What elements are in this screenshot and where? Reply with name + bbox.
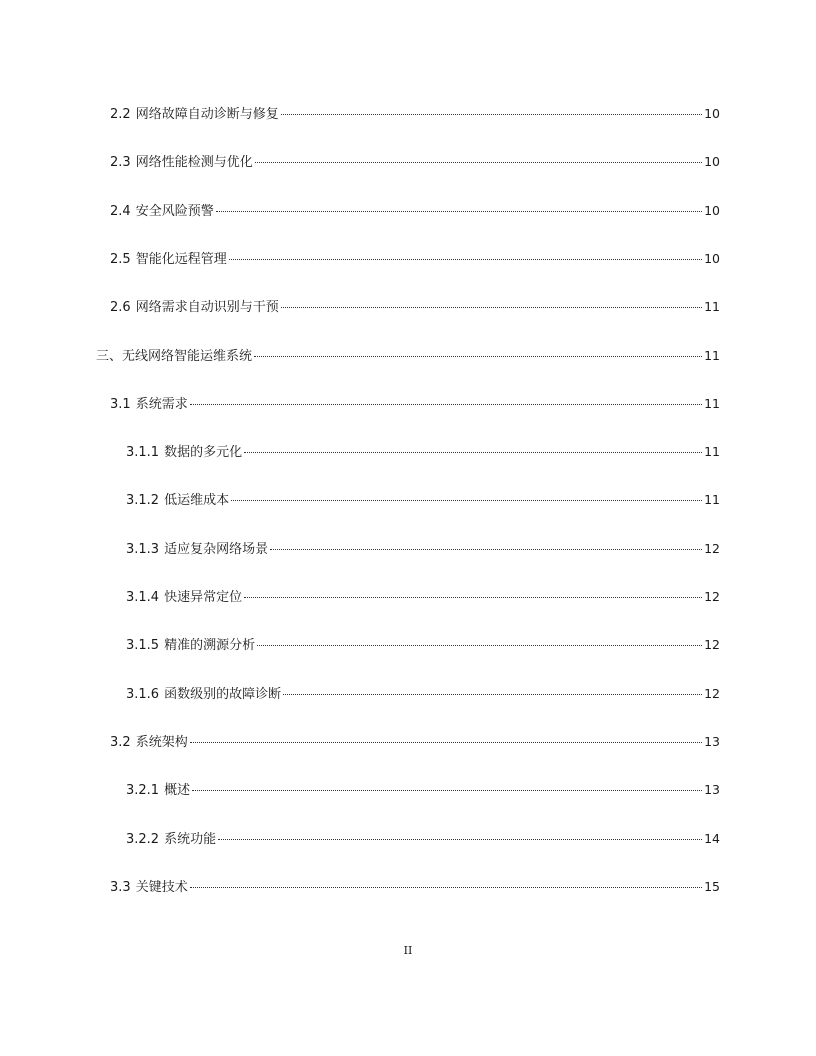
toc-entry-page: 10	[704, 202, 720, 218]
toc-entry-number: 2.6	[110, 300, 131, 316]
toc-entry-number: 2.4	[110, 203, 131, 219]
toc-entry-page: 13	[704, 733, 720, 749]
toc-entry-number: 3.3	[110, 879, 131, 895]
toc-entry-page: 14	[704, 830, 720, 846]
toc-dot-leader	[270, 549, 702, 550]
toc-dot-leader	[216, 211, 702, 212]
toc-entry-number: 2.2	[110, 107, 131, 122]
toc-entry[interactable]	[126, 781, 720, 799]
toc-entry-page: 11	[704, 492, 720, 508]
toc-entry-page: 13	[704, 782, 720, 798]
toc-entry-title: 系统功能	[164, 831, 217, 847]
toc-entry[interactable]	[126, 636, 720, 654]
toc-entry-number: 3.1.1	[126, 445, 160, 461]
toc-entry[interactable]	[126, 588, 720, 606]
toc-dot-leader	[281, 307, 702, 308]
toc-entry[interactable]	[110, 298, 720, 316]
toc-entry-title: 系统需求	[135, 396, 188, 412]
toc-entry-page: 11	[704, 444, 720, 460]
toc-entry-page: 10	[704, 250, 720, 266]
toc-dot-leader	[192, 790, 702, 791]
toc-entry-page: 12	[704, 637, 720, 653]
toc-entry-page: 12	[704, 589, 720, 604]
toc-entry-number: 3.1.5	[126, 638, 160, 654]
toc-entry[interactable]	[110, 153, 720, 171]
toc-entry-page: 11	[704, 347, 720, 363]
toc-dot-leader	[255, 162, 702, 163]
toc-entry-page: 15	[704, 878, 720, 894]
toc-entry-title: 网络性能检测与优化	[135, 155, 253, 171]
toc-entry[interactable]	[110, 250, 720, 268]
toc-entry[interactable]	[110, 395, 720, 413]
toc-entry-title: 关键技术	[135, 879, 188, 895]
toc-entry-title: 数据的多元化	[164, 445, 243, 461]
toc-dot-leader	[190, 742, 702, 743]
toc-dot-leader	[190, 887, 702, 888]
toc-dot-leader	[281, 114, 702, 115]
toc-dot-leader	[231, 500, 702, 501]
toc-dot-leader	[218, 839, 702, 840]
toc-entry[interactable]	[126, 443, 720, 461]
toc-dot-leader	[229, 259, 702, 260]
toc-dot-leader	[190, 404, 702, 405]
toc-entry-title: 网络故障自动诊断与修复	[135, 107, 279, 122]
toc-entry[interactable]	[110, 878, 720, 896]
toc-entry-title: 系统架构	[135, 734, 188, 750]
toc-entry[interactable]	[126, 685, 720, 703]
page-number: II	[403, 944, 413, 957]
toc-entry-page: 10	[704, 106, 720, 121]
toc-dot-leader	[283, 694, 702, 695]
toc-entry-number: 3.1.2	[126, 493, 160, 509]
toc-entry-title: 概述	[164, 783, 191, 799]
toc-entry-page: 10	[704, 154, 720, 170]
toc-entry[interactable]	[110, 105, 720, 123]
toc-entry[interactable]	[110, 202, 720, 220]
toc-entry-number: 2.5	[110, 251, 131, 267]
toc-entry-title: 适应复杂网络场景	[164, 541, 269, 557]
toc-dot-leader	[254, 356, 702, 357]
toc-entry-title: 网络需求自动识别与干预	[135, 300, 279, 316]
toc-entry-title: 快速异常定位	[164, 590, 243, 605]
toc-entry-title: 低运维成本	[164, 493, 230, 509]
toc-entry-number: 3.2.2	[126, 831, 160, 847]
toc-entry-number: 3.2	[110, 734, 131, 750]
toc-entry[interactable]	[126, 540, 720, 558]
toc-dot-leader	[257, 645, 702, 646]
toc-entry-page: 11	[704, 395, 720, 411]
toc-entry-number: 2.3	[110, 155, 131, 171]
toc-entry-number: 三、	[96, 348, 123, 364]
toc-entry-number: 3.1.4	[126, 590, 160, 605]
toc-entry-page: 12	[704, 685, 720, 701]
toc-entry-page: 11	[704, 299, 720, 315]
toc-entry[interactable]	[126, 491, 720, 509]
toc-entry[interactable]	[110, 733, 720, 751]
toc-dot-leader	[244, 597, 702, 598]
toc-entry-page: 12	[704, 540, 720, 556]
toc-entry-number: 3.1.6	[126, 686, 160, 702]
toc-entry-title: 无线网络智能运维系统	[122, 348, 253, 364]
toc-entry[interactable]	[96, 347, 720, 365]
toc-entry-title: 函数级别的故障诊断	[164, 686, 282, 702]
toc-entry-number: 3.2.1	[126, 783, 160, 799]
toc-entry-title: 精准的溯源分析	[164, 638, 256, 654]
toc-entry-number: 3.1	[110, 396, 131, 412]
toc-entry-title: 安全风险预警	[135, 203, 214, 219]
toc-entry[interactable]	[126, 830, 720, 848]
toc-entry-number: 3.1.3	[126, 541, 160, 557]
toc-entry-title: 智能化远程管理	[135, 251, 227, 267]
toc-dot-leader	[244, 452, 702, 453]
